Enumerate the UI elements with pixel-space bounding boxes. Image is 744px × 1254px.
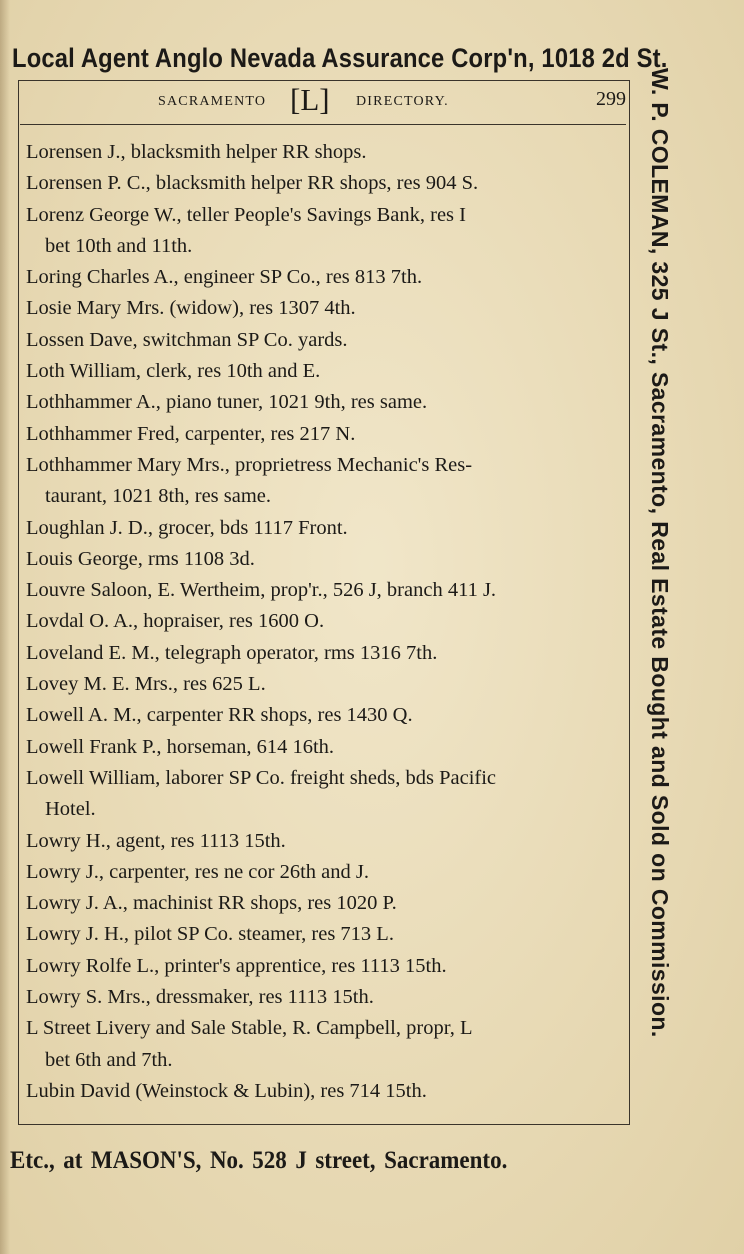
entry-continuation-line: Hotel.	[45, 798, 96, 821]
directory-entry	[26, 1076, 626, 1107]
directory-entry	[26, 200, 626, 263]
directory-entry	[26, 262, 626, 293]
entry-continuation-line: bet 6th and 7th.	[45, 1048, 173, 1071]
entry-line: Louvre Saloon, E. Wertheim, prop'r., 526 J, branch 411 J.	[26, 579, 497, 602]
directory-entry	[26, 669, 626, 700]
entry-line: Lowry S. Mrs., dressmaker, res 1113 15th.	[26, 986, 374, 1009]
entry-line: Lovdal O. A., hopraiser, res 1600 O.	[26, 610, 325, 633]
entry-line: Losie Mary Mrs. (widow), res 1307 4th.	[26, 297, 356, 320]
entry-line: Lossen Dave, switchman SP Co. yards.	[26, 328, 348, 351]
side-advertisement	[643, 68, 677, 1140]
entry-line: Lowell William, laborer SP Co. freight sheds, bds Pacific	[26, 766, 497, 789]
entry-continuation-line: bet 10th and 11th.	[45, 234, 193, 257]
entry-line: Lubin David (Weinstock & Lubin), res 714 15th.	[26, 1079, 427, 1102]
directory-entry	[26, 513, 626, 544]
entry-line: Lovey M. E. Mrs., res 625 L.	[26, 673, 266, 696]
entry-line: Lorenz George W., teller People's Savings Bank, res I	[26, 203, 466, 226]
entry-line: Lothhammer A., piano tuner, 1021 9th, res same.	[26, 391, 428, 414]
top-advertisement: Local Agent Anglo Nevada Assurance Corp'n, 1018 2d St.	[12, 43, 668, 73]
running-head-directory: DIRECTORY.	[356, 94, 449, 109]
directory-entry	[26, 888, 626, 919]
entry-line: Lowry Rolfe L., printer's apprentice, res 1113 15th.	[26, 954, 447, 977]
directory-entry	[26, 951, 626, 982]
directory-entry	[26, 763, 626, 826]
side-advertisement-text: W. P. COLEMAN, 325 J St., Sacramento, Real Estate Bought and Sold on Commission.	[647, 68, 673, 1038]
entry-line: L Street Livery and Sale Stable, R. Campbell, propr, L	[26, 1017, 473, 1040]
directory-entry	[26, 544, 626, 575]
directory-entry	[26, 826, 626, 857]
entry-line: Lowell Frank P., horseman, 614 16th.	[26, 735, 335, 758]
directory-entry	[26, 168, 626, 199]
entry-line: Lothhammer Fred, carpenter, res 217 N.	[26, 422, 356, 445]
running-head	[18, 84, 630, 120]
directory-entry	[26, 919, 626, 950]
entry-line: Louis George, rms 1108 3d.	[26, 547, 255, 570]
directory-entry	[26, 575, 626, 606]
entry-line: Lowell A. M., carpenter RR shops, res 1430 Q.	[26, 704, 413, 727]
directory-entry	[26, 387, 626, 418]
directory-entry	[26, 732, 626, 763]
entry-line: Lowry J. H., pilot SP Co. steamer, res 713 L.	[26, 923, 394, 946]
running-head-letter: [L]	[290, 82, 330, 117]
directory-entry	[26, 857, 626, 888]
entry-line: Lothhammer Mary Mrs., proprietress Mechanic's Res-	[26, 453, 473, 476]
entry-line: Lorensen J., blacksmith helper RR shops.	[26, 141, 367, 163]
running-head-city: SACRAMENTO	[158, 94, 267, 109]
directory-entries	[26, 137, 626, 1107]
entry-line: Loth William, clerk, res 10th and E.	[26, 360, 321, 383]
directory-entry	[26, 982, 626, 1013]
entry-line: Loughlan J. D., grocer, bds 1117 Front.	[26, 516, 348, 539]
directory-entry	[26, 325, 626, 356]
entry-line: Lowry J. A., machinist RR shops, res 1020 P.	[26, 892, 397, 915]
page-number: 299	[596, 88, 626, 110]
entry-line: Lowry H., agent, res 1113 15th.	[26, 829, 286, 852]
directory-entry	[26, 137, 626, 168]
entry-line: Loring Charles A., engineer SP Co., res 813 7th.	[26, 266, 423, 289]
directory-entry	[26, 638, 626, 669]
directory-entry	[26, 700, 626, 731]
entry-continuation-line: taurant, 1021 8th, res same.	[45, 485, 272, 508]
entry-line: Loveland E. M., telegraph operator, rms 1316 7th.	[26, 641, 438, 664]
bottom-advertisement: Etc., at MASON'S, No. 528 J street, Sacramento.	[10, 1147, 508, 1174]
directory-entry	[26, 419, 626, 450]
header-rule	[20, 124, 626, 125]
directory-entry	[26, 450, 626, 513]
directory-entry	[26, 1013, 626, 1076]
directory-entry	[26, 293, 626, 324]
entry-line: Lowry J., carpenter, res ne cor 26th and J.	[26, 860, 370, 883]
binding-edge-shadow	[0, 0, 10, 1254]
entry-line: Lorensen P. C., blacksmith helper RR shops, res 904 S.	[26, 172, 479, 195]
directory-entry	[26, 356, 626, 387]
directory-entry	[26, 606, 626, 637]
